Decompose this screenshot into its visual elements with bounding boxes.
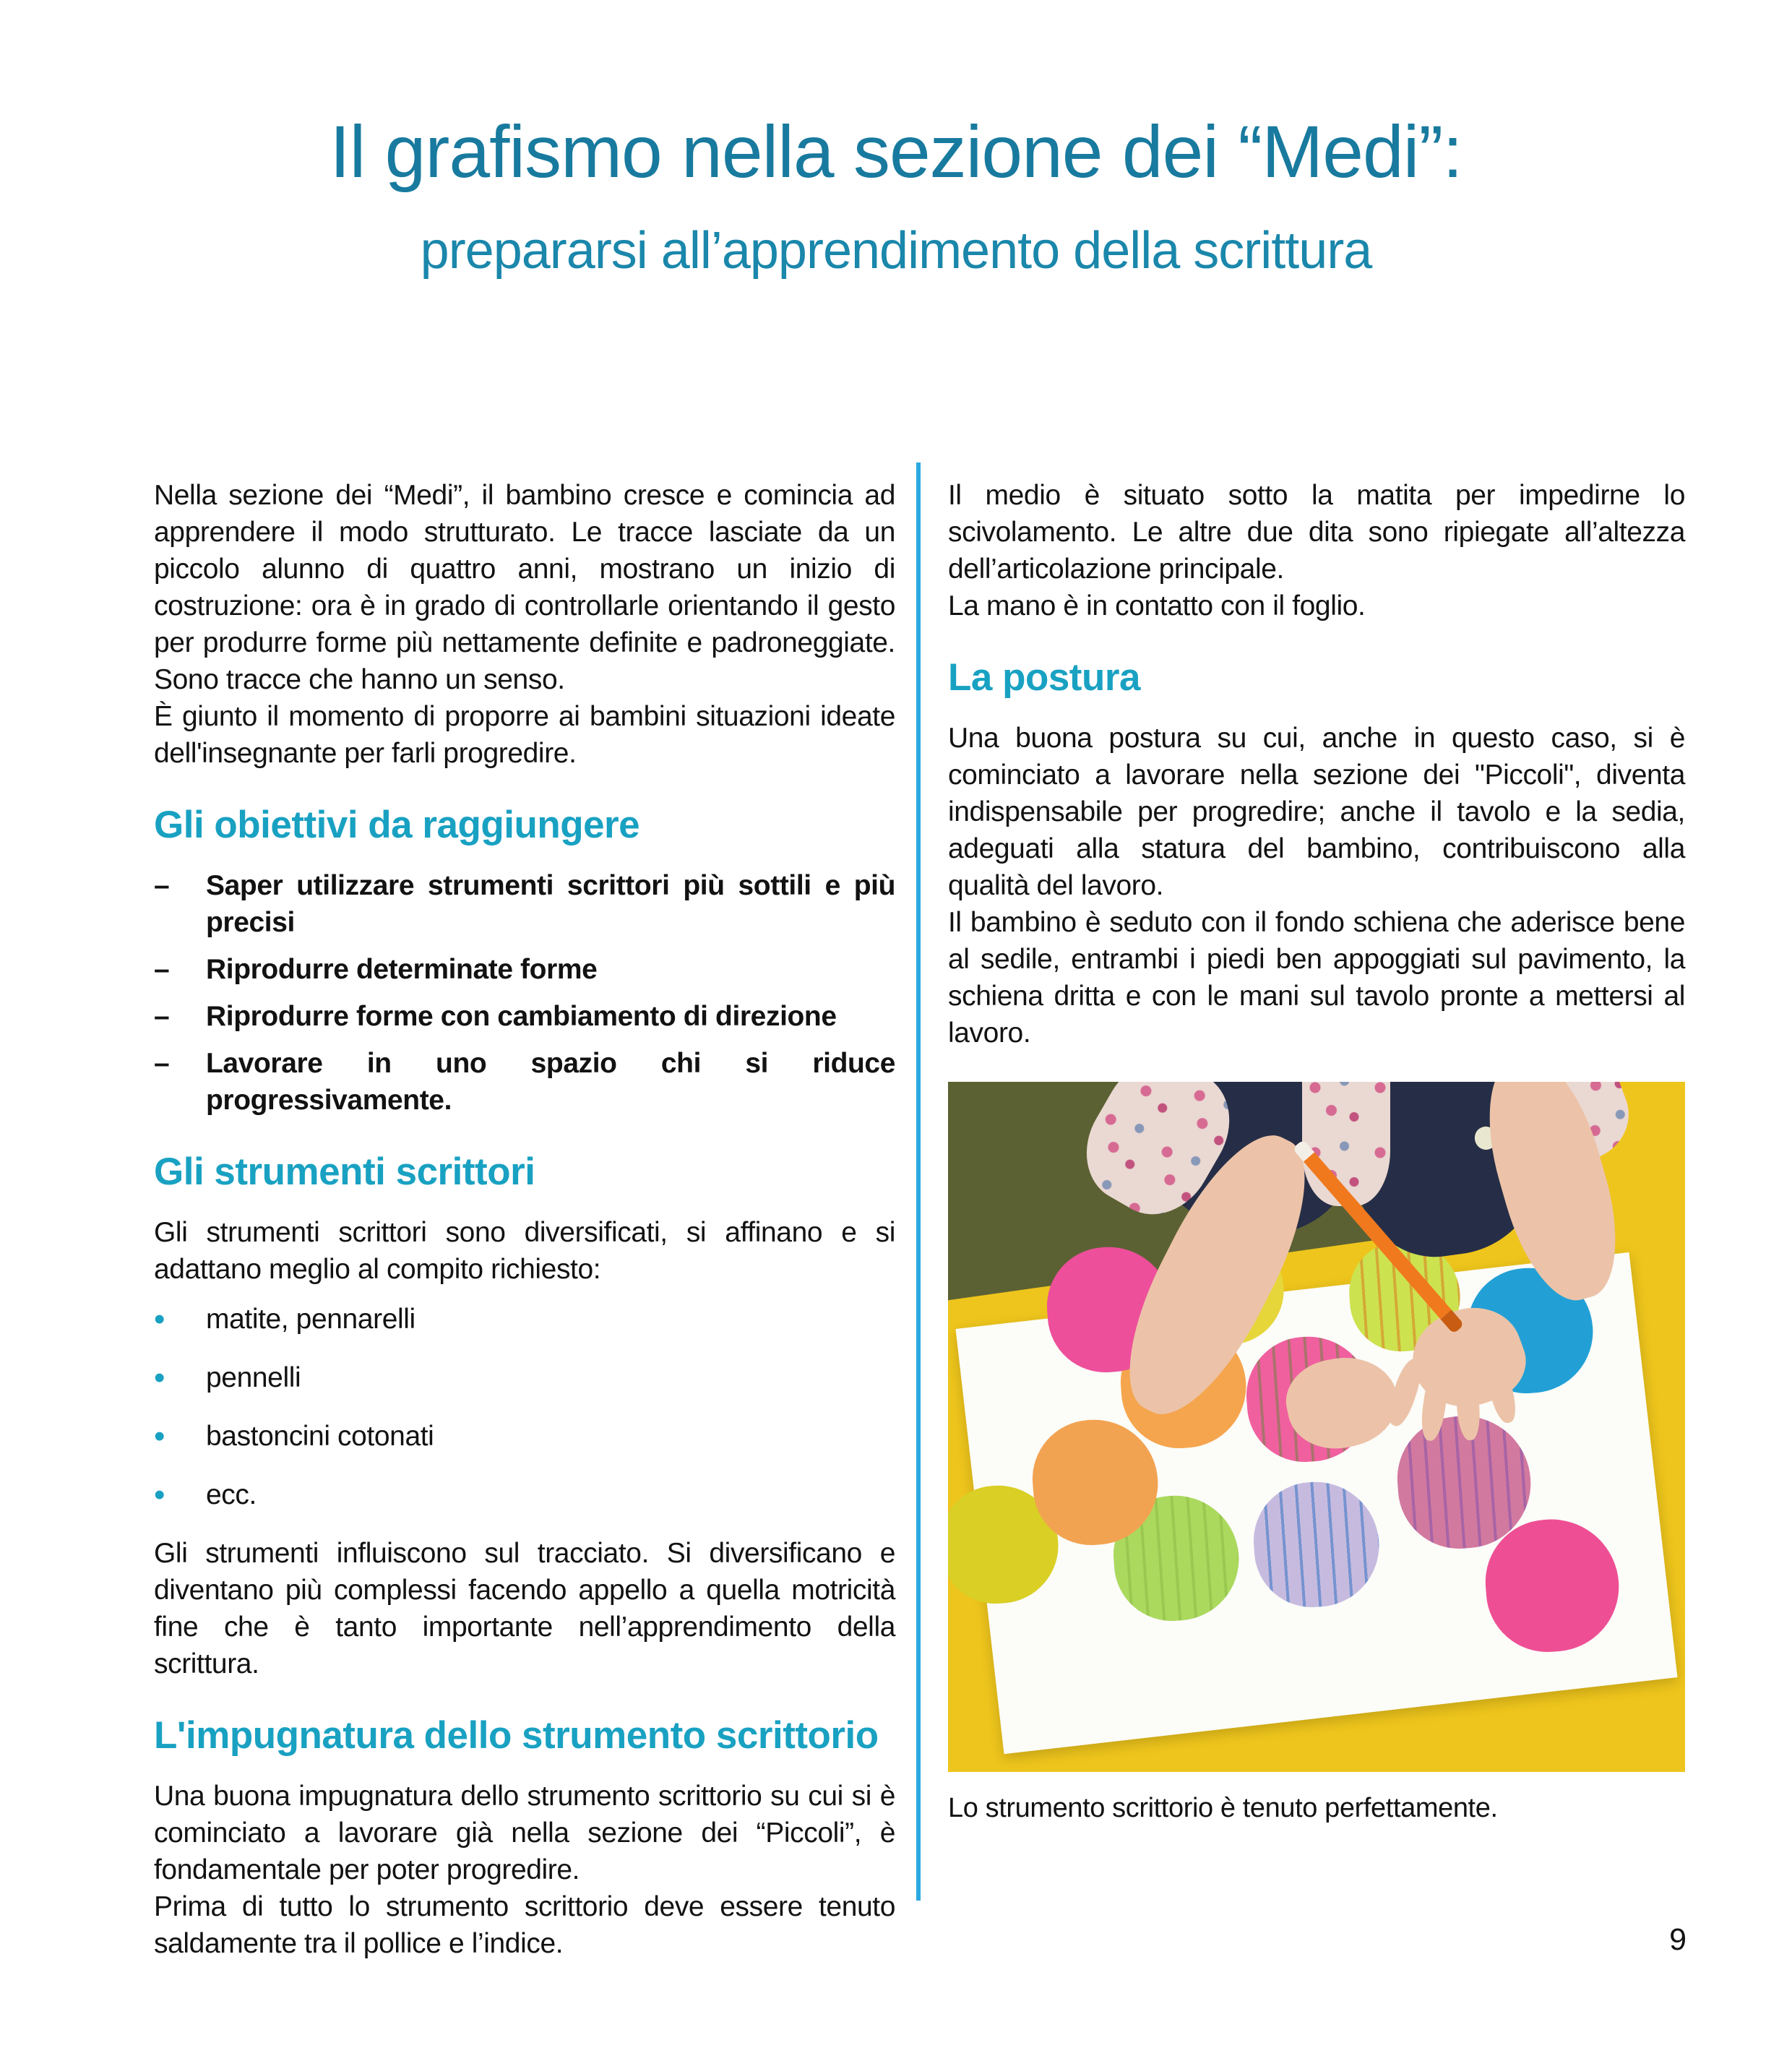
posture-paragraph: Il bambino è seduto con il fondo schiena che aderisce bene al sedile, entrambi i piedi ben appoggiati sul pavimento, la schiena dritta e con le mani sul tavolo pronte a mettersi al lavoro.	[948, 907, 1685, 1049]
tools-intro: Gli strumenti scrittori sono diversificati, si affinano e si adattano meglio al compito richiesto:	[154, 1217, 895, 1285]
grip-paragraph: Prima di tutto lo strumento scrittorio deve essere tenuto saldamente tra il pollice e l’indice.	[154, 1891, 895, 1959]
section-heading-tools: Gli strumenti scrittori	[154, 1150, 535, 1193]
list-item	[154, 1045, 895, 1119]
page-subtitle: prepararsi all’apprendimento della scrittura	[420, 222, 1372, 280]
list-item-text: ecc.	[206, 1479, 257, 1510]
dash-marker: –	[154, 870, 170, 901]
list-item	[154, 1301, 895, 1338]
dash-marker: –	[154, 1001, 170, 1032]
objectives-list	[154, 867, 895, 1119]
bullet-marker: •	[154, 1301, 165, 1337]
right-column	[948, 477, 1685, 1825]
list-item-text: Riprodurre determinate forme	[206, 954, 598, 985]
list-item-text: Saper utilizzare strumenti scrittori più sottili e più precisi	[206, 870, 895, 938]
list-item-text: Riprodurre forme con cambiamento di direzione	[206, 1001, 837, 1032]
page-title: Il grafismo nella sezione dei “Medi”:	[329, 111, 1463, 193]
intro-paragraph: Nella sezione dei “Medi”, il bambino cresce e comincia ad apprendere il modo strutturato. Le tracce lasciate da un piccolo alunno di quattro anni, mostrano un inizio di costruzione: ora è in grado di controllarle orientando il gesto per produrre forme più nettamente definite e padroneggiate. Sono tracce che hanno un senso.	[154, 480, 895, 695]
column-divider	[916, 462, 921, 1901]
dash-marker: –	[154, 954, 170, 985]
list-item-text: Lavorare in uno spazio chi si riduce progressivamente.	[206, 1048, 895, 1116]
photo-caption: Lo strumento scrittorio è tenuto perfettamente.	[948, 1793, 1498, 1823]
section-heading-posture: La postura	[948, 656, 1140, 699]
page-number: 9	[1669, 1922, 1687, 1957]
list-item	[154, 951, 895, 988]
list-item	[154, 1418, 895, 1455]
left-column	[154, 477, 895, 1962]
intro-paragraph: È giunto il momento di proporre ai bambini situazioni ideate dell'insegnante per farli progredire.	[154, 701, 895, 769]
bullet-marker: •	[154, 1360, 165, 1395]
section-heading-objectives: Gli obiettivi da raggiungere	[154, 804, 640, 846]
list-item	[154, 867, 895, 941]
tools-list	[154, 1301, 895, 1513]
photo-child-drawing	[948, 1082, 1685, 1772]
list-item-text: matite, pennarelli	[206, 1304, 415, 1335]
list-item	[154, 998, 895, 1035]
dash-marker: –	[154, 1048, 170, 1079]
posture-paragraph: Una buona postura su cui, anche in questo caso, si è cominciato a lavorare nella sezione dei "Piccoli", diventa indispensabile per progredire; anche il tavolo e la sedia, adeguati alla statura del bambino, contribuiscono alla qualità del lavoro.	[948, 723, 1685, 901]
grip-continuation-paragraph: Il medio è situato sotto la matita per impedirne lo scivolamento. Le altre due dita sono ripiegate all’altezza dell’articolazione principale.	[948, 480, 1685, 585]
list-item	[154, 1359, 895, 1396]
section-heading-grip: L'impugnatura dello strumento scrittorio	[154, 1714, 879, 1757]
tools-outro: Gli strumenti influiscono sul tracciato. Si diversificano e diventano più complessi facendo appello a quella motricità fine che è tanto importante nell’apprendimento della scrittura.	[154, 1538, 895, 1679]
floral-blouse	[1302, 1082, 1390, 1206]
grip-paragraph: Una buona impugnatura dello strumento scrittorio su cui si è cominciato a lavorare già nella sezione dei “Piccoli”, è fondamentale per poter progredire.	[154, 1781, 895, 1885]
list-item-text: bastoncini cotonati	[206, 1421, 434, 1452]
list-item-text: pennelli	[206, 1362, 301, 1393]
grip-continuation-paragraph: La mano è in contatto con il foglio.	[948, 590, 1366, 621]
bullet-marker: •	[154, 1419, 165, 1454]
list-item	[154, 1476, 895, 1513]
bullet-marker: •	[154, 1477, 165, 1513]
